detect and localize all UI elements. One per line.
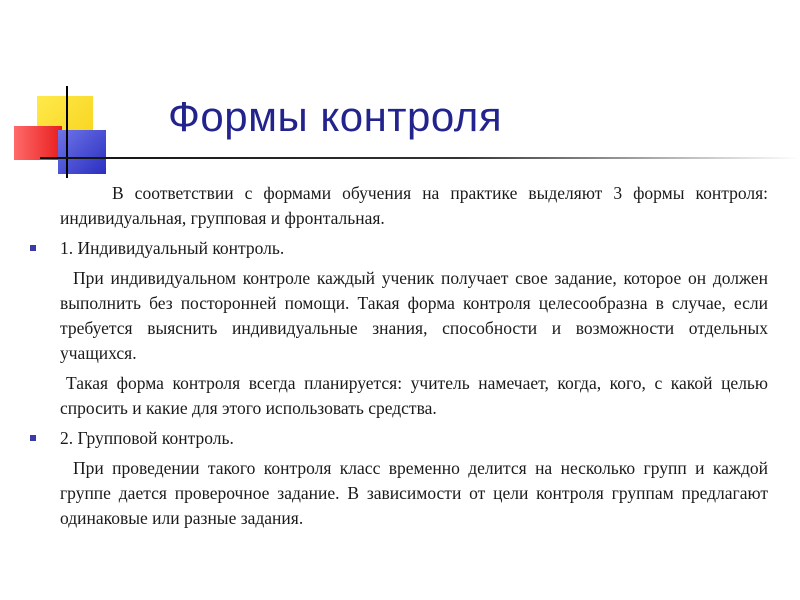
bullet-square-icon [30,245,36,251]
bullet-label: 2. Групповой контроль. [60,428,234,448]
bullet-item-group [30,426,768,451]
bullet-square-icon [30,435,36,441]
slide-title: Формы контроля [168,93,503,140]
slide-body [30,181,768,536]
intro-paragraph: В соответствии с формами обучения на практике выделяют 3 формы контроля: индивидуальная, групповая и фронтальная. [60,183,768,228]
group-control-paragraph: При проведении такого контроля класс временно делится на несколько групп и каждой группе дается проверочное задание. В зависимости от цели контроля группам предлагают одинаковые или разные задания. [60,458,768,528]
bullet-label: 1. Индивидуальный контроль. [60,238,285,258]
individual-control-paragraph: При индивидуальном контроле каждый ученик получает свое задание, которое он должен выполнить без посторонней помощи. Такая форма контроля целесообразна в случае, если требуется выяснить индивидуальные знания, способности и возможности отдельных учащихся. [60,268,768,363]
title-divider-line [40,157,800,159]
bullet-item-individual [30,236,768,261]
logo-red-square [14,126,62,160]
logo-vertical-line [66,86,68,178]
planning-paragraph: Такая форма контроля всегда планируется: учитель намечает, когда, кого, с какой целью спросить и какие для этого использовать средства. [60,373,768,418]
